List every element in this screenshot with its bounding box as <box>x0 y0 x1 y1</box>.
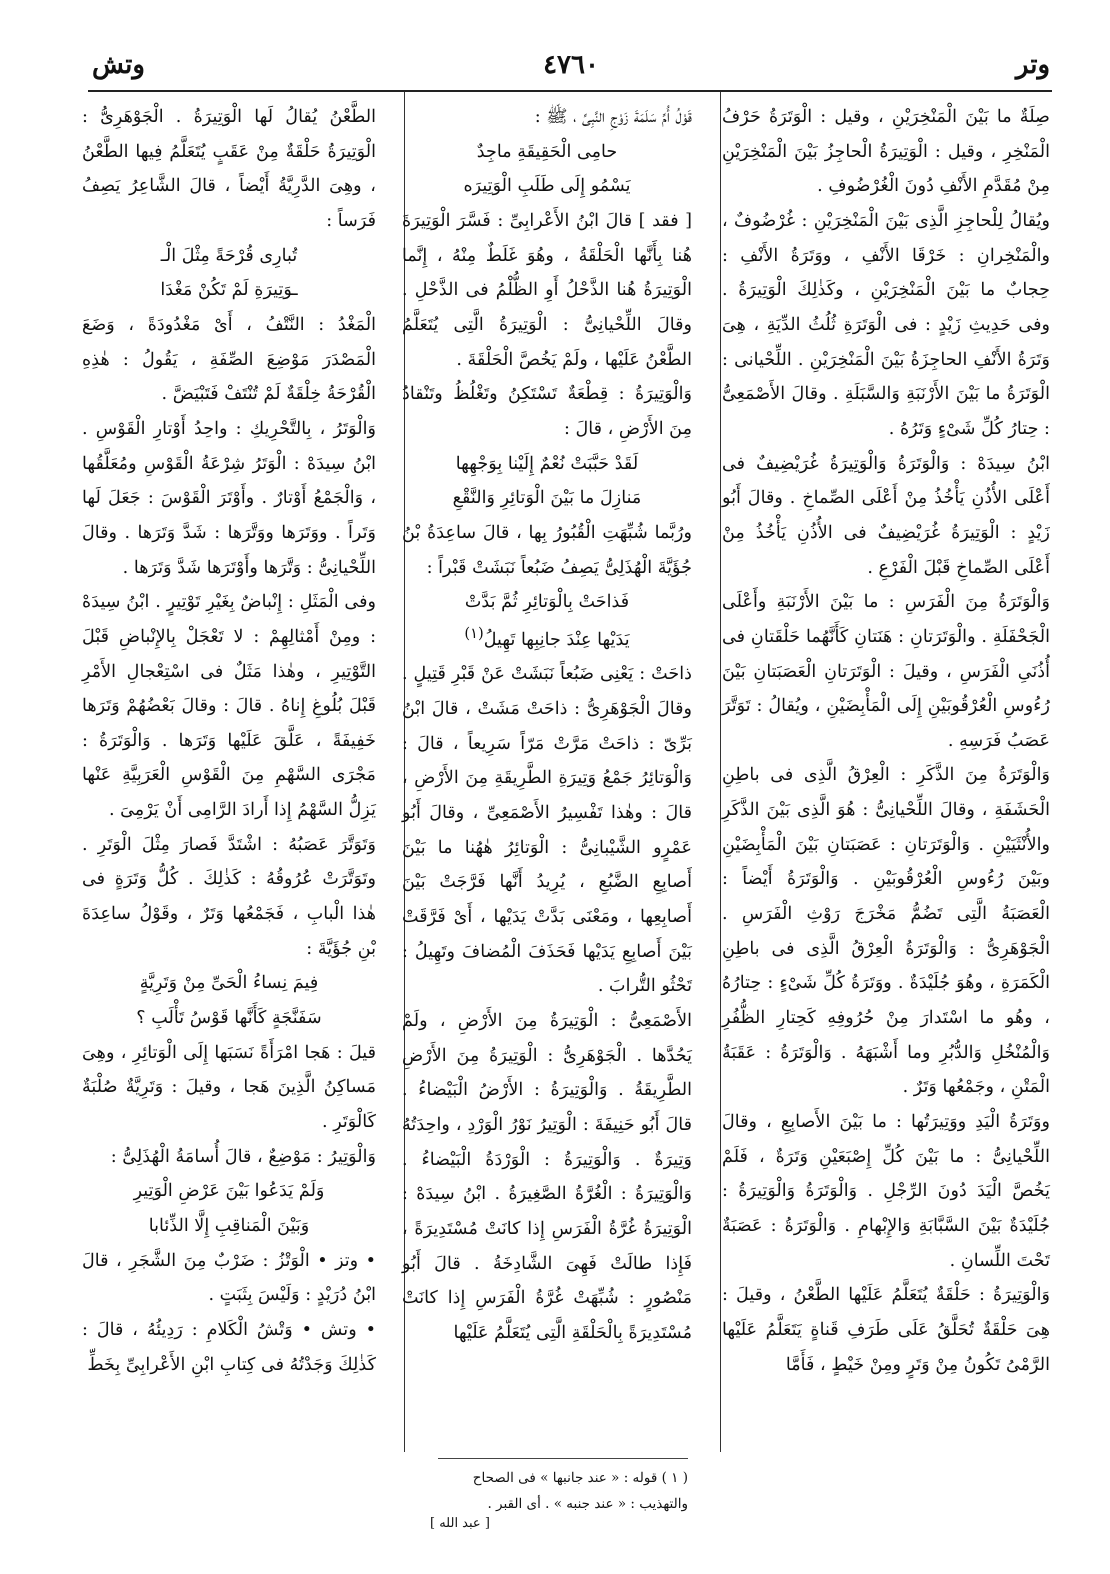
footnote-rule <box>438 1458 688 1459</box>
verse-line: فِيمَ نِساءُ الْحَىِّ مِنْ وَتَرِيَّةٍ <box>139 973 319 994</box>
header-rule <box>88 90 1052 92</box>
header-root-right: وتر <box>1015 50 1050 80</box>
column-divider-right <box>720 92 721 1452</box>
paragraph: وَالْوَتِيرَةُ : قِطْعَةٌ تَسْتَكِنُ وتَغْلُظُ وتَنْقادُ مِنَ الأَرْضِ ، قالَ : <box>402 384 692 439</box>
paragraph: وَالْوَتَرَةُ مِنَ الذَّكَرِ : الْعِرْقُ الَّذِى فى باطِنِ الْحَشَفَةِ ، وقالَ اللِّحْيانِىُّ : هُوَ الَّذِى بَيْنَ الذَّكَرِ والأُنْثَيَيْنِ . وَالْوَتَرَتانِ : عَصَبَتانِ بَيْنَ الْمَأْبِضَيْنِ وبَيْنَ رُءُوسِ الْعُرْقُوبَيْنِ . وَالْوَتَرَةُ أَيْضاً : الْعَصَبَةُ الَّتِى تَضُمُّ مَخْرَجَ رَوْثِ الْفَرَسِ . الْجَوْهَرِىُّ : وَالْوَتَرَةُ الْعِرْقُ الَّذِى فى باطِنِ الْكَمَرَةِ ، وهُوَ جُلَيْدَةٌ . ووَتَرَةُ كُلِّ شَىْءٍ : حِتارُهُ ، وهُو ما اسْتَدارَ مِنْ حُرُوفِهِ كَحِتارِ الظُّفُرِ وَالْمُنْخُلِ وَالدُّبُرِ وما أَشْبَهَهُ . وَالْوَتَرَةُ : عَقَبَةُ الْمَتْنِ ، وجَمْعُها وَتَرٌ . <box>722 765 1050 1098</box>
paragraph: الطَّعْنُ يُقالُ لَها الْوَتِيرَةُ . الْجَوْهَرِىُّ : الْوَتِيرَةُ حَلْقَةٌ مِنْ عَقَبٍ يُتَعَلَّمُ فِيها الطَّعْنُ ، وهِىَ الدَّرِيَّةُ أَيْضاً ، قالَ الشَّاعِرُ يَصِفُ فَرَساً : <box>82 107 376 231</box>
paragraph: قَوْلُ أُمِّ سَلَمَةَ زَوْجِ النَّبِىِّ ، ﷺ : <box>534 107 692 127</box>
page-number: ٤٧٦٠ <box>543 50 599 80</box>
column-right <box>722 100 1050 1382</box>
paragraph: وَالْوَتَرُ ، بِالتَّحْرِيكِ : واحِدُ أَوْتارِ الْقَوْسِ . ابْنُ سِيدَهْ : الْوَتَرُ شِرْعَةُ الْقَوْسِ ومُعَلَّقُها ، وَالْجَمْعُ أَوْتارٌ . وأَوْتَرَ الْقَوْسَ : جَعَلَ لَها وَتَراً . ووَتَرَها ووَتَّرَها : شَدَّ وَتَرَها . وقالَ اللِّحْيانِىُّ : وَتَّرَها وأَوْتَرَها شَدَّ وَتَرَها . <box>82 418 376 578</box>
verse-text: يَدَيْها عِنْدَ جانِبِها تَهِيلُ <box>483 629 630 650</box>
paragraph: قيلَ : هَجا امْرَأَةً نَسَبَها إِلَى الْوَتائِرِ ، وهِىَ مَساكِنُ الَّذِينَ هَجا ، وقيلَ : وَتَرِيَّةٌ صُلْبَةٌ كَالْوَتَرِ . <box>82 1042 376 1133</box>
paragraph: ووَتَرَةُ الْيَدِ ووَتِيرَتُها : ما بَيْنَ الأَصابِعِ ، وقالَ اللِّحْيانِىُّ : ما بَيْنَ كُلِّ إِصْبَعَيْنِ وَتَرَةٌ ، فَلَمْ يَخُصَّ الْيَدَ دُونَ الرِّجْلِ . وَالْوَتَرَةُ وَالْوَتِيرَةُ : جُلَيْدَةٌ بَيْنَ السَّبَّابَةِ وَالإِبْهامِ . وَالْوَتَرَةُ : عَصَبَةٌ تَحْتَ اللِّسانِ . <box>722 1112 1050 1271</box>
page-header <box>92 50 1050 90</box>
verse-line: تُبارِى قُرْحَةً مِثْلَ الْـ <box>160 245 298 266</box>
paragraph: وَالْوَتَرَةُ مِنَ الْفَرَسِ : ما بَيْنَ الأَرْنَبَةِ وأَعْلَى الْجَحْفَلَةِ . والْوَتَرَتانِ : هَنَتانِ كَأَنَّهُما حَلْقَتانِ فى أُذُنَىِ الْفَرَسِ ، وقيلَ : الْوَتَرَتانِ الْعَصَبَتانِ بَيْنَ رُءُوسِ الْعُرْقُوبَيْنِ إِلَى الْمَأْبِضَيْنِ ، ويُقالُ : تَوَتَّرَ عَصَبُ فَرَسِهِ . <box>722 592 1050 751</box>
verse-line <box>402 620 692 658</box>
paragraph: وَتَوَتَّرَ عَصَبُهُ : اشْتَدَّ فَصارَ مِثْلَ الْوَتَرِ . وتَوَتَّرَتْ عُرُوقُهُ : كَذٰلِكَ . كُلُّ وَتَرَةٍ فى هٰذا الْبابِ ، فَجَمْعُها وَتَرٌ ، وقَوْلُ ساعِدَةَ بْنِ جُؤَيَّةَ : <box>82 834 376 959</box>
paragraph: وَالْوَتِيرُ : مَوْضِعٌ ، قالَ أُسامَةُ الْهُذَلِىُّ : <box>110 1146 376 1167</box>
paragraph: وَالْوَتِيرَةُ : حَلْقَةٌ يُتَعَلَّمُ عَلَيْها الطَّعْنُ ، وقيلَ : هِىَ حَلْقَةٌ تُحَلَّقُ عَلَى طَرَفِ قَناةٍ يَتَعَلَّمُ عَلَيْها الرَّمْىُ تَكُونُ مِنْ وَتَرٍ ومِنْ خَيْطٍ ، فَأَمَّا <box>722 1285 1050 1375</box>
verse-line: وَبَيْنَ الْمَناقِبِ إِلَّا الذِّئابا <box>148 1216 310 1236</box>
entry-watz: • وتز • الْوَتْزُ : ضَرْبٌ مِنَ الشَّجَرِ ، قالَ ابْنُ دُرَيْدٍ : وَلَيْسَ بِثَبَتٍ . <box>82 1250 376 1306</box>
paragraph: صِلَةٌ ما بَيْنَ الْمَنْخِرَيْنِ ، وقيل : الْوَتَرَةُ حَرْفُ الْمَنْخِرِ ، وقيل : الْوَتِيرَةُ الْحاجِزُ بَيْنَ الْمَنْخِرَيْنِ مِنْ مُقَدَّمِ الأَنْفِ دُونَ الْغُرْضُوفِ . <box>722 107 1050 197</box>
paragraph: وفى الْمَثَلِ : إِنْباضٌ بِغَيْرِ تَوْتِيرٍ . ابْنُ سِيدَهْ : ومِنْ أَمْثالِهِمْ : لا تَعْجَلْ بِالإِنْباضِ قَبْلَ التَّوْتِيرِ ، وهٰذا مَثَلٌ فى اسْتِعْجالِ الأَمْرِ قَبْلَ بُلُوغِ إِناهُ . قالَ : وقالَ بَعْضُهُمْ وَتَرَها خَفِيفَةً ، عَلَّقَ عَلَيْها وَتَرَها . وَالْوَتَرَةُ : مَجْرَى السَّهْمِ مِنَ الْقَوْسِ الْعَرَبِيَّةِ عَنْها يَزِلُّ السَّهْمُ إِذا أَرادَ الرَّامِى أَنْ يَرْمِىَ . <box>82 592 376 821</box>
verse-line: مَنازِلَ ما بَيْنَ الْوَتائِرِ وَالنَّقْعِ <box>452 488 642 509</box>
paragraph: ورُبَّما شُبِّهَتِ الْقُبُورُ بِها ، قالَ ساعِدَةُ بْنُ جُؤَيَّةَ الْهُذَلِىُّ يَصِفُ ضَبُعاً نَبَشَتْ قَبْراً : <box>402 522 692 578</box>
paragraph: ذاحَتْ : يَعْنِى ضَبُعاً نَبَشَتْ عَنْ قَبْرِ قَتِيلٍ . وقالَ الْجَوْهَرِىُّ : ذاحَتْ مَشَتْ ، قالَ ابْنُ بَرِّىّ : ذاحَتْ مَرَّتْ مَرّاً سَرِيعاً ، قالَ : وَالْوَتائِرُ جَمْعُ وَتِيرَةِ الطَّرِيقَةِ مِنَ الأَرْضِ ، قالَ : وهٰذا تَفْسِيرُ الأَصْمَعِىِّ ، وقالَ أَبُو عَمْرٍو الشَّيْبانِىُّ : الْوَتائِرُ هٰهُنا ما بَيْنَ أَصابِعِ الضَّبُعِ ، يُرِيدُ أَنَّها فَرَّجَتْ بَيْنَ أَصابِعِها ، ومَعْنَى بَدَّتْ يَدَيْها ، أَىْ فَرَّقَتْ بَيْنَ أَصابِعِ يَدَيْها فَحَذَفَ الْمُضافَ وتَهِيلُ : تَحْثُو التُّرابَ . <box>402 664 692 997</box>
paragraph: الأَصْمَعِىُّ : الْوَتِيرَةُ مِنَ الأَرْضِ ، ولَمْ يَحُدَّها . الْجَوْهَرِىُّ : الْوَتِيرَةُ مِنَ الأَرْضِ الطَّرِيقَةُ . وَالْوَتِيرَةُ : الأَرْضُ الْبَيْضاءُ . قالَ أَبُو حَنِيفَةَ : الْوَتِيرُ نَوْرُ الْوَرْدِ ، واحِدَتُهُ وَتِيرَةٌ . وَالْوَتِيرَةُ : الْوَرْدَةُ الْبَيْضاءُ . وَالْوَتِيرَةُ : الْغُرَّةُ الصَّغِيرَةُ . ابْنُ سِيدَهْ : الْوَتِيرَةُ غُرَّةُ الْفَرَسِ إِذا كانَتْ مُسْتَدِيرَةً ، فَإِذا طالَتْ فَهِىَ الشَّادِخَةُ . قالَ أَبُو مَنْصُورٍ : شُبِّهَتْ غُرَّةُ الْفَرَسِ إِذا كانَتْ مُسْتَدِيرَةً بِالْحَلْقَةِ الَّتِى يُتَعَلَّمُ عَلَيْها <box>402 1010 692 1343</box>
footnote-marker: (١) <box>464 624 484 642</box>
header-root-left: وتش <box>92 50 145 80</box>
column-left <box>82 100 376 1382</box>
footnote-line: ( ١ ) قوله : « عند جانبها » فى الصحاح <box>472 1470 688 1486</box>
footnote-line: والتهذيب : « عند جنبه » . أى القبر . <box>487 1495 688 1512</box>
verse-line: يَسْمُو إِلَى طَلَبِ الْوَتِيرَه <box>463 176 631 197</box>
column-middle <box>402 100 692 1350</box>
paragraph: ويُقالُ لِلْحاجِزِ الَّذِى بَيْنَ الْمَنْخِرَيْنِ : غُرْضُوفٌ ، والْمَنْخِرانِ : خَرْقَا الأَنْفِ ، ووَتَرَةُ الأَنْفِ : حِجابٌ ما بَيْنَ الْمَنْخِرَيْنِ ، وكَذٰلِكَ الْوَتِيرَةُ . وفى حَدِيثِ زَيْدٍ : فى الْوَتَرَةِ ثُلُثُ الدِّيَةِ ، هِىَ وَتَرَةُ الأَنْفِ الحاجِزَةُ بَيْنَ الْمَنْخِرَيْنِ . اللِّحْيانى : الْوَتَرَةُ ما بَيْنَ الأَرْنَبَةِ وَالسَّبَلَةِ . وقالَ الأَصْمَعِىُّ : حِتارُ كُلِّ شَىْءٍ وَتَرُهُ . <box>722 210 1050 439</box>
verse-line: سَفَنَّجَةٍ كَأَنَّها قَوْسُ تَأْلَبِ ؟ <box>136 1008 322 1029</box>
verse-line: فَذاحَتْ بِالْوَتائِرِ ثُمَّ بَدَّتْ <box>464 592 630 613</box>
verse-line: لَقَدْ حَبَّبَتْ نُعْمٌ إِلَيْنا بِوَجْهِها <box>455 453 639 474</box>
footnote-signature: [ عبد الله ] <box>430 1516 490 1531</box>
paragraph: [ فقد ] قالَ ابْنُ الأَعْرابِىِّ : فَسَّرَ الْوَتِيرَةَ هُنا بِأَنَّها الْحَلْقَةُ ، وهُوَ غَلَطٌ مِنْهُ ، إِنَّما الْوَتِيرَةُ هُنا الذَّحْلُ أَوِ الظُّلْمُ فى الذَّحْلِ . وقالَ اللِّحْيانِىُّ : الْوَتِيرَةُ الَّتِى يُتَعَلَّمُ الطَّعْنُ عَلَيْها ، ولَمْ يَخُصَّ الْحَلْقَةَ . <box>402 210 692 370</box>
paragraph: الْمَغْدُ : النَّتْفُ ، أَىْ مَغْدُودَةً ، وَضَعَ الْمَصْدَرَ مَوْضِعَ الصِّفَةِ ، يَقُولُ : هٰذِهِ الْقُرْحَةُ خِلْقَةٌ لَمْ تُنْتَفْ فَتَبْيَضَّ . <box>82 314 376 405</box>
verse-line: ـوَتِيرَةِ لَمْ تَكُنْ مَغْدَا <box>160 280 298 301</box>
entry-watsh: • وتش • وَتْشُ الْكَلامِ : رَدِيئُهُ ، قالَ : كَذٰلِكَ وَجَدْتُهُ فى كِتابِ ابْنِ الأَعْرابِىِّ بِخَطِّ <box>82 1319 376 1375</box>
verse-line: حامِى الْحَقِيقَةِ ماجِدٌ <box>476 141 618 162</box>
paragraph: ابْنُ سِيدَهْ : وَالْوَتَرَةُ وَالْوَتِيرَةُ غُرَيْضِيفٌ فى أَعْلَى الأُذُنِ يَأْخُذُ مِنْ أَعْلَى الصِّماخِ . وقالَ أَبُو زَيْدٍ : الْوَتِيرَةُ غُرَيْضِيفٌ فى الأُذُنِ يَأْخُذُ مِنْ أَعْلَى الصِّماخِ قَبْلَ الْفَرْعِ . <box>722 453 1050 578</box>
footnote <box>396 1466 688 1517</box>
verse-line: وَلَمْ يَدَعُوا بَيْنَ عَرْضِ الْوَتِيرِ <box>133 1181 325 1202</box>
